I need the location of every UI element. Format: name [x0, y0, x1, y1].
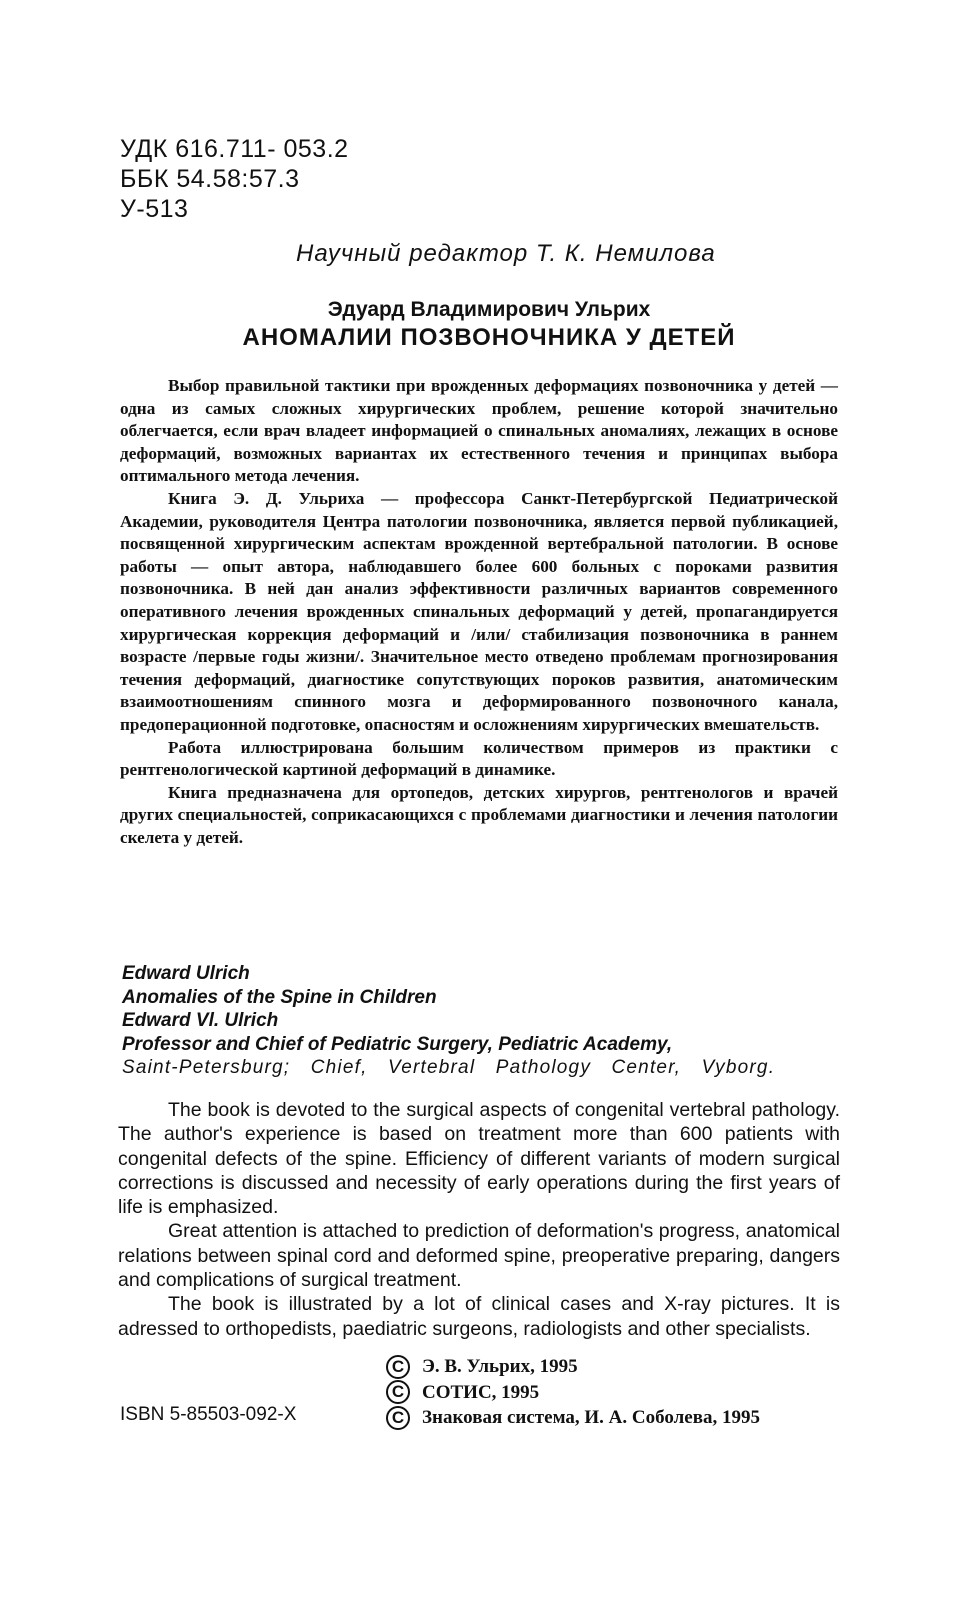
- scientific-editor: Научный редактор Т. К. Немилова: [296, 240, 716, 267]
- english-abstract: [118, 1098, 840, 1341]
- english-header: [122, 962, 842, 1080]
- bbk-code: ББК 54.58:57.3: [120, 165, 300, 193]
- russian-abstract: [120, 375, 838, 849]
- book-title: АНОМАЛИИ ПОЗВОНОЧНИКА У ДЕТЕЙ: [242, 324, 736, 351]
- isbn: ISBN 5-85503-092-X: [120, 1404, 297, 1425]
- ru-abstract-paragraph-4: Книга предназначена для ортопедов, детских хирургов, рентгенологов и врачей других специальностей, соприкасающихся с проблемами диагностики и лечения патологии скелета у детей.: [120, 782, 838, 847]
- copyright-text: Э. В. Ульрих, 1995: [422, 1356, 578, 1377]
- ru-abstract-paragraph-1: Выбор правильной тактики при врожденных деформациях позвоночника у детей — одна из самых сложных хирургических проблем, решение которой значительно облегчается, если врач владеет информацией о спинальных аномалиях, лежащих в основе деформаций, возможных вариантах их естественного течения и принципах выбора оптимального метода лечения.: [120, 376, 838, 486]
- author-mark-code: У-513: [120, 195, 189, 223]
- classification-codes: [120, 134, 349, 224]
- copyright-icon: C: [386, 1380, 410, 1404]
- copyright-line-3: [386, 1405, 760, 1431]
- en-abstract-paragraph-2: Great attention is attached to prediction of deformation's progress, anatomical relations between spinal cord and deformed spine, preoperative preparing, dangers and complications of surgical treatment.: [118, 1220, 840, 1292]
- en-author-full-name: Edward Vl. Ulrich: [122, 1010, 279, 1031]
- en-book-title: Anomalies of the Spine in Children: [122, 986, 437, 1008]
- en-abstract-paragraph-3: The book is illustrated by a lot of clinical cases and X-ray pictures. It is adressed to orthopedists, paediatric surgeons, radiologists and other specialists.: [118, 1293, 840, 1340]
- ru-abstract-paragraph-3: Работа иллюстрирована большим количеством примеров из практики с рентгенологической картиной деформаций в динамике.: [120, 737, 838, 780]
- en-author-location: Saint-Petersburg; Chief, Vertebral Pathology Center, Vyborg.: [122, 1057, 776, 1078]
- copyright-icon: C: [386, 1355, 410, 1379]
- copyright-text: Знаковая система, И. А. Соболева, 1995: [422, 1407, 760, 1428]
- ru-abstract-paragraph-2: Книга Э. Д. Ульриха — профессора Санкт-Петербургской Педиатрической Академии, руководителя Центра патологии позвоночника, является первой публикацией, посвященной хирургическим аспектам врожденной вертебральной патологии. В основе работы — опыт автора, наблюдавшего более 600 больных с пороками развития позвоночника. В ней дан анализ эффективности различных вариантов современного оперативного лечения врожденных спинальных деформаций у детей, пропагандируется хирургическая коррекция деформаций и /или/ стабилизация позвоночника в раннем возрасте /первые годы жизни/. Значительное место отведено проблемам прогнозирования течения деформаций, диагностике сопутствующих пороков развития, анатомическим взаимоотношениям спинного мозга и деформированного позвоночного канала, предоперационной подготовке, опасностям и осложнениям хирургических вмешательств.: [120, 488, 838, 734]
- copyright-notices: [386, 1354, 760, 1431]
- copyright-icon: C: [386, 1406, 410, 1430]
- en-author-name: Edward Ulrich: [122, 963, 250, 984]
- copyright-line-1: [386, 1354, 760, 1380]
- author-name: Эдуард Владимирович Ульрих: [327, 298, 651, 321]
- en-author-position: Professor and Chief of Pediatric Surgery, Pediatric Academy,: [122, 1033, 673, 1055]
- copyright-line-2: [386, 1380, 760, 1406]
- udk-code: УДК 616.711- 053.2: [120, 135, 349, 163]
- en-abstract-paragraph-1: The book is devoted to the surgical aspects of congenital vertebral pathology. The author's experience is based on treatment more than 600 patients with congenital defects of the spine. Efficiency of different variants of modern surgical corrections is discussed and necessity of early operations during the first years of life is emphasized.: [118, 1099, 840, 1219]
- copyright-text: СОТИС, 1995: [422, 1381, 540, 1403]
